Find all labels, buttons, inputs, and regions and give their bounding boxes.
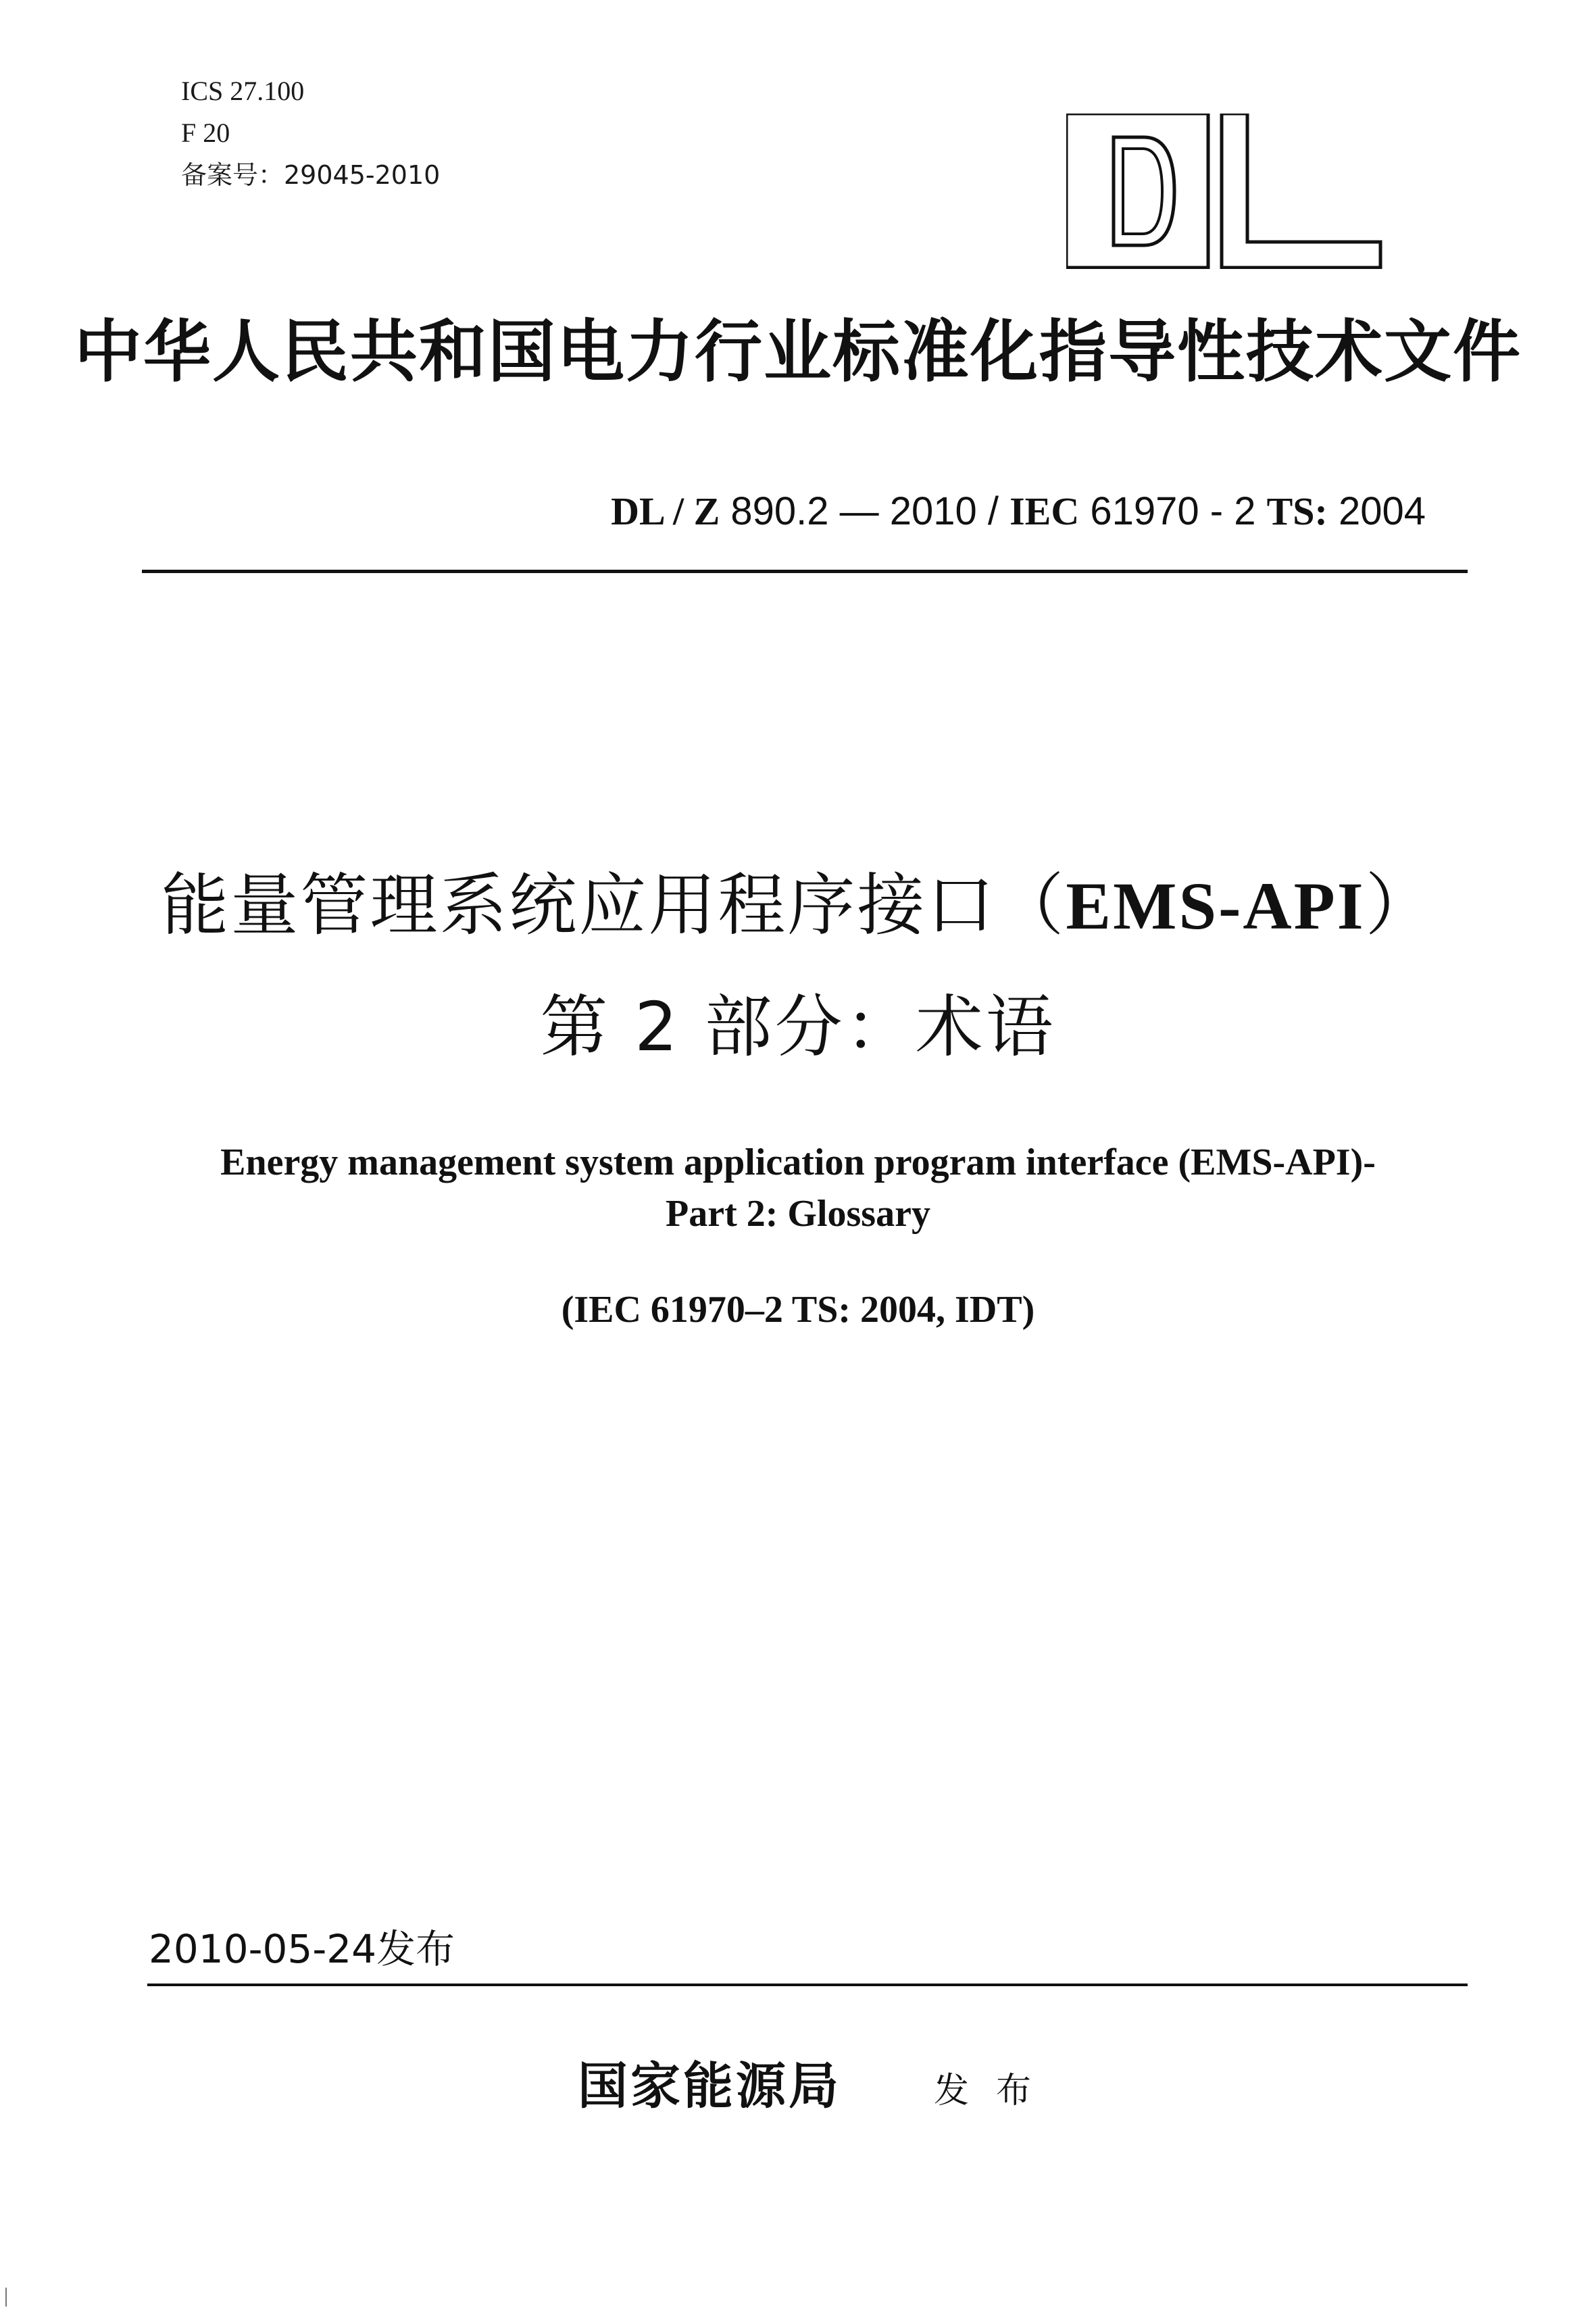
cn-title-line-2: 第 2 部分：术语 xyxy=(540,987,1056,1066)
ccs-code: F 20 xyxy=(181,118,230,148)
en-title-line-2: Part 2: Glossary xyxy=(666,1193,930,1235)
dl-logo-graphic xyxy=(1066,114,1384,269)
ics-code: ICS 27.100 xyxy=(181,76,305,106)
cn-title-acronym: EMS-API xyxy=(1066,868,1366,943)
scan-edge-mark xyxy=(5,2288,7,2307)
std-prefix-dl: DL / Z xyxy=(611,489,720,533)
std-prefix-ts: TS: xyxy=(1266,489,1328,533)
publish-verb: 发布 xyxy=(934,2071,1059,2111)
publisher-name: 国家能源局 xyxy=(578,2057,841,2115)
document-category-title: 中华人民共和国电力行业标准化指导性技术文件 xyxy=(74,312,1522,391)
publish-date: 2010-05-24发布 xyxy=(149,1926,455,1972)
standard-number xyxy=(611,489,1426,533)
dl-logo xyxy=(1066,114,1384,269)
std-number-part: 890.2 — 2010 / xyxy=(720,489,1010,533)
cn-title-text: 能量管理系统应用程序接口（ xyxy=(161,866,1066,945)
std-prefix-iec: IEC xyxy=(1009,489,1080,533)
iec-equivalence: (IEC 61970–2 TS: 2004, IDT) xyxy=(561,1289,1035,1331)
en-title-line-1: Energy management system application program interface (EMS-API)- xyxy=(220,1141,1376,1183)
iec-number-part: 61970 - 2 xyxy=(1079,489,1267,533)
iec-year: 2004 xyxy=(1327,489,1426,533)
header-divider xyxy=(142,570,1468,573)
footer-divider xyxy=(147,1984,1468,1986)
cn-title-close-paren: ） xyxy=(1365,866,1435,945)
registration-number: 备案号：29045-2010 xyxy=(181,160,441,190)
cn-title-line-1 xyxy=(0,866,1596,945)
